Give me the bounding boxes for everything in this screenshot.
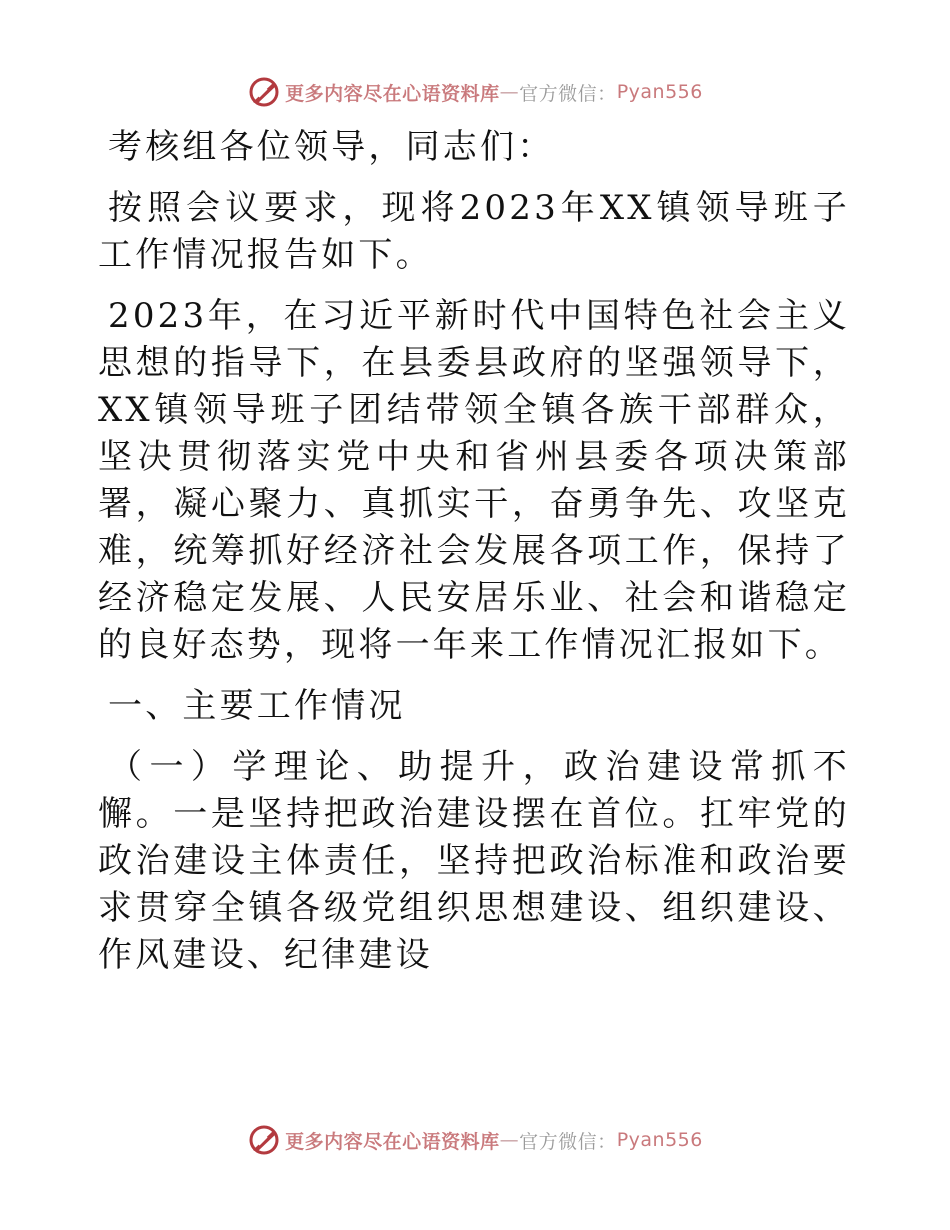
watermark-official-label: 官方微信：	[519, 1130, 617, 1153]
watermark-footer	[0, 1120, 950, 1160]
watermark-dash: —	[499, 81, 520, 103]
document-body	[98, 124, 850, 979]
intro-paragraph: 按照会议要求，现将2023年XX镇领导班子工作情况报告如下。	[98, 188, 850, 275]
paragraph-political-building: （一）学理论、助提升，政治建设常抓不懈。一是坚持把政治建设摆在首位。扛牢党的政治建设主体责任，坚持把政治标准和政治要求贯穿全镇各级党组织思想建设、组织建设、作风建设、纪律建设	[98, 747, 850, 975]
watermark-site-text: 更多内容尽在心语资料库	[285, 82, 500, 105]
watermark-wechat-id: Pyan556	[616, 1129, 703, 1151]
brand-logo-icon	[247, 1123, 281, 1157]
watermark-header	[0, 72, 950, 112]
brand-logo-icon	[247, 75, 281, 109]
watermark-dash: —	[499, 1129, 520, 1151]
watermark-official-label: 官方微信：	[519, 82, 617, 105]
watermark-wechat-id: Pyan556	[616, 81, 703, 103]
watermark-site-text: 更多内容尽在心语资料库	[285, 1130, 500, 1153]
section-heading-main-work: 一、主要工作情况	[108, 686, 406, 726]
greeting: 考核组各位领导，同志们：	[108, 127, 555, 167]
paragraph-overview: 2023年，在习近平新时代中国特色社会主义思想的指导下，在县委县政府的坚强领导下，XX镇领导班子团结带领全镇各族干部群众，坚决贯彻落实党中央和省州县委各项决策部署，凝心聚力、真抓实干，奋勇争先、攻坚克难，统筹抓好经济社会发展各项工作，保持了经济稳定发展、人民安居乐业、社会和谐稳定的良好态势，现将一年来工作情况汇报如下。	[98, 296, 850, 665]
